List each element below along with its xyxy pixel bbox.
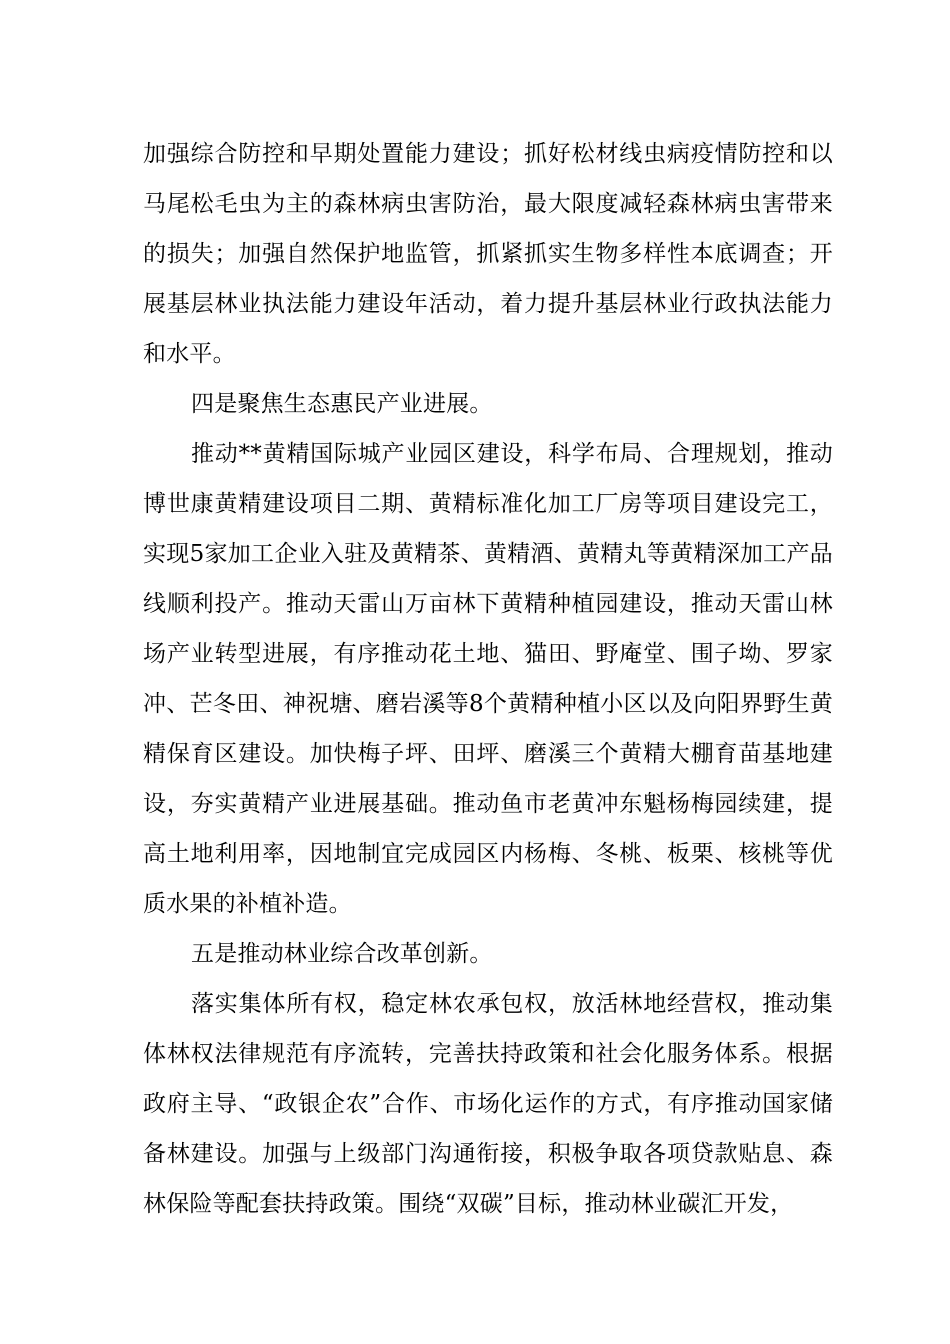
paragraph-pest-control: 加强综合防控和早期处置能力建设；抓好松材线虫病疫情防控和以马尾松毛虫为主的森林病虫害防治，最大限度减轻森林病虫害带来的损失；加强自然保护地监管，抓紧抓实生物多样性本底调查；开展基层林业执法能力建设年活动，着力提升基层林业行政执法能力和水平。 (143, 141, 833, 367)
paragraph-huangjing-industry: 推动**黄精国际城产业园区建设，科学布局、合理规划，推动博世康黄精建设项目二期、黄精标准化加工厂房等项目建设完工，实现5家加工企业入驻及黄精茶、黄精酒、黄精丸等黄精深加工产品线顺利投产。推动天雷山万亩林下黄精种植园建设，推动天雷山林场产业转型进展，有序推动花土地、猫田、野庵堂、围子坳、罗家冲、芒冬田、神祝塘、磨岩溪等8个黄精种植小区以及向阳界野生黄精保育区建设。加快梅子坪、田坪、磨溪三个黄精大棚育苗基地建设，夯实黄精产业进展基础。推动鱼市老黄冲东魁杨梅园续建，提高土地利用率，因地制宜完成园区内杨梅、冬桃、板栗、核桃等优质水果的补植补造。 (143, 441, 833, 917)
document-body (143, 129, 833, 1229)
heading-five-forestry-reform: 五是推动林业综合改革创新。 (191, 941, 493, 967)
heading-four-eco-industry: 四是聚焦生态惠民产业进展。 (191, 391, 493, 417)
paragraph-collective-forest-rights: 落实集体所有权，稳定林农承包权，放活林地经营权，推动集体林权法律规范有序流转，完善扶持政策和社会化服务体系。根据政府主导、“政银企农”合作、市场化运作的方式，有序推动国家储备林建设。加强与上级部门沟通衔接，积极争取各项贷款贴息、森林保险等配套扶持政策。围绕“双碳”目标，推动林业碳汇开发， (143, 991, 833, 1217)
